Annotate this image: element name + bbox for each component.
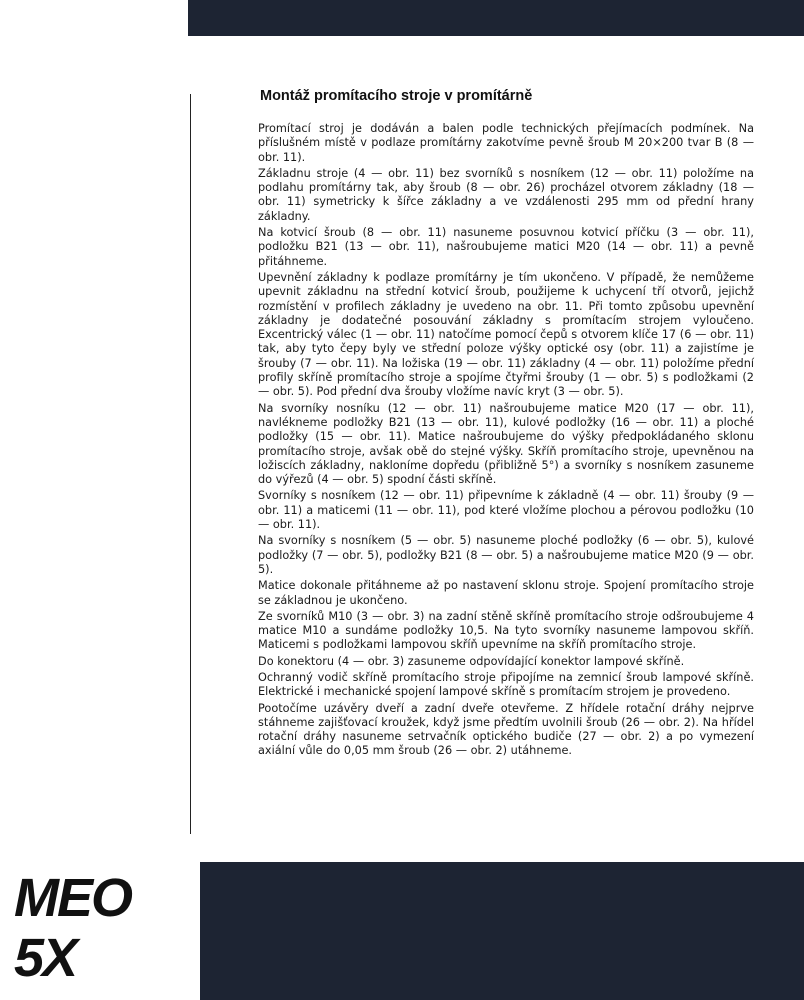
paragraph-5: Na svorníky nosníku (12 — obr. 11) našroubujeme matice M20 (17 — obr. 11), navlékneme podložky B21 (13 — obr. 11), kulové podložky (16 — obr. 11) a ploché podložky (15 — obr. 11). Matice našroubujeme do výšky předpokládaného sklonu promítacího stroje, avšak obě do stejné výšky. Skříň promítacího stroje, upevněnou na ložiscích základny, nakloníme dopředu (přibližně 5°) a svorníky s nosníkem zasuneme do výřezů (4 — obr. 5) spodní části skříně. — [258, 401, 754, 487]
paragraph-12: Pootočíme uzávěry dveří a zadní dveře otevřeme. Z hřídele rotační dráhy nejprve stáhneme zajišťovací kroužek, když jsme předtím uvolnili šroub (26 — obr. 2). Na hřídel rotační dráhy nasuneme setrvačník optického budiče (27 — obr. 2) a po vymezení axiální vůle do 0,05 mm šroub (26 — obr. 2) utáhneme. — [258, 701, 754, 758]
paragraph-4: Upevnění základny k podlaze promítárny je tím ukončeno. V případě, že nemůžeme upevnit základnu na střední kotvicí šroub, použijeme k uchycení tří otvorů, jejichž rozmístění v profilech základny je uvedeno na obr. 11. Při tomto způsobu upevnění základny je dodatečné posouvání základny s promítacím strojem vyloučeno. Excentrický válec (1 — obr. 11) natočíme pomocí čepů s otvorem klíče 17 (6 — obr. 11) tak, aby tyto čepy byly ve střední poloze výšky optické osy (obr. 11) a zajistíme je šrouby (7 — obr. 11). Na ložiska (19 — obr. 11) základny (4 — obr. 11) položíme přední profily skříně promítacího stroje a spojíme čtyřmi šrouby (1 — obr. 5) s podložkami (2 — obr. 5). Pod přední dva šrouby vložíme navíc kryt (3 — obr. 5). — [258, 270, 754, 399]
brand-line-1: MEO — [14, 868, 132, 928]
paragraph-3: Na kotvicí šroub (8 — obr. 11) nasuneme posuvnou kotvicí příčku (3 — obr. 11), podložku B21 (13 — obr. 11), našroubujeme matici M20 (14 — obr. 11) a pevně přitáhneme. — [258, 226, 754, 268]
paragraph-11: Ochranný vodič skříně promítacího stroje připojíme na zemnicí šroub lampové skříně. Elektrické i mechanické spojení lampové skříně s promítacím strojem je provedeno. — [258, 670, 754, 699]
paragraph-9: Ze svorníků M10 (3 — obr. 3) na zadní stěně skříně promítacího stroje odšroubujeme 4 matice M10 a sundáme podložky 10,5. Na tyto svorníky nasuneme lampovou skříň. Maticemi s podložkami lampovou skříň upevníme na skříň promítacího stroje. — [258, 609, 754, 652]
paragraph-7: Na svorníky s nosníkem (5 — obr. 5) nasuneme ploché podložky (6 — obr. 5), kulové podložky (7 — obr. 5), podložky B21 (8 — obr. 5) a našroubujeme matice M20 (9 — obr. 5). — [258, 534, 754, 576]
margin-rule — [190, 94, 191, 834]
brand-line-2: 5X — [14, 928, 77, 988]
top-decorative-band — [188, 0, 804, 36]
page-title: Montáž promítacího stroje v promítárně — [260, 88, 533, 104]
paragraph-10: Do konektoru (4 — obr. 3) zasuneme odpovídající konektor lampové skříně. — [258, 654, 685, 668]
page-content — [258, 88, 754, 761]
paragraph-1: Promítací stroj je dodáván a balen podle technických přejímacích podmínek. Na příslušném místě v podlaze promítárny zakotvíme pevně šroub M 20×200 tvar B (8 — obr. 11). — [258, 122, 754, 164]
paragraph-2: Základnu stroje (4 — obr. 11) bez svorníků s nosníkem (12 — obr. 11) položíme na podlahu promítárny tak, aby šroub (8 — obr. 26) procházel otvorem základny (18 — obr. 11) symetricky k šířce základny a ve vzdálenosti 295 mm od přední hrany základny. — [258, 166, 754, 223]
bottom-decorative-band — [200, 862, 804, 1000]
paragraph-6: Svorníky s nosníkem (12 — obr. 11) připevníme k základně (4 — obr. 11) šrouby (9 — obr. 11) a maticemi (11 — obr. 11), pod které vložíme plochou a pérovou podložku (10 — obr. 11). — [258, 489, 754, 532]
brand-logo — [14, 868, 131, 988]
paragraph-8: Matice dokonale přitáhneme až po nastavení sklonu stroje. Spojení promítacího stroje se základnou je ukončeno. — [258, 579, 754, 607]
